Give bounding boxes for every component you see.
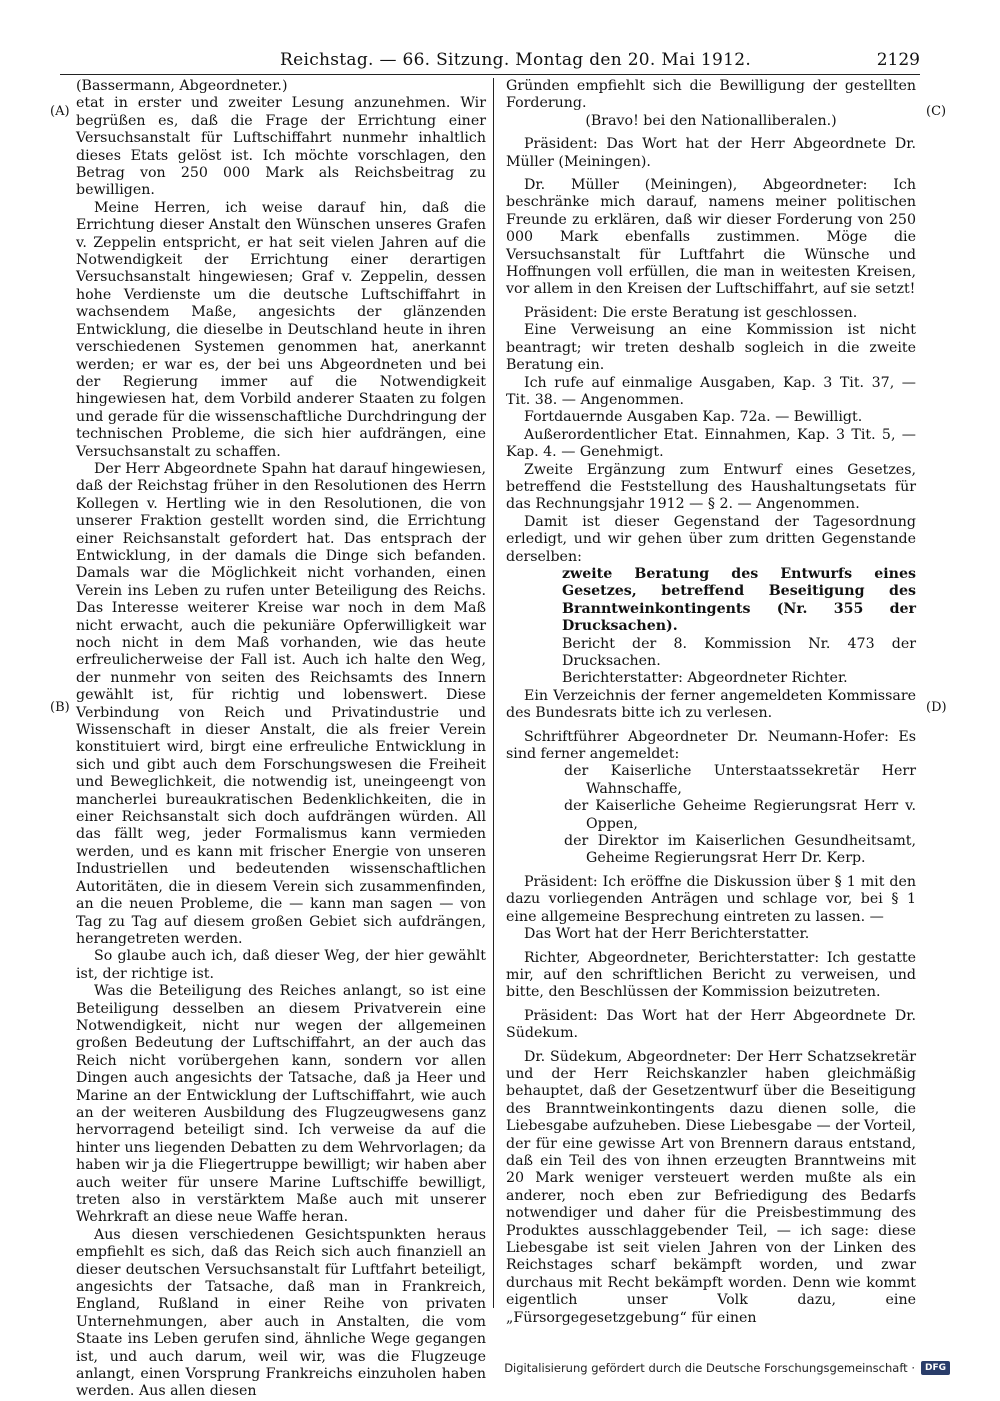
paragraph: Zweite Ergänzung zum Entwurf eines Gesetzes, betreffend die Feststellung des Haushaltungsetats für das Rechnungsjahr 1912 — § 2. — Angenommen. — [506, 461, 916, 513]
paragraph: Gründen empfiehlt sich die Bewilligung der gestellten Forderung. — [506, 78, 916, 112]
left-column — [76, 78, 486, 1401]
paragraph: Ich rufe auf einmalige Ausgaben, Kap. 3 Tit. 37, — Tit. 38. — Angenommen. — [506, 374, 916, 408]
page-number: 2129 — [876, 50, 920, 70]
president-statement: Präsident: Das Wort hat der Herr Abgeordnete Dr. Müller (Meiningen). — [506, 136, 916, 170]
margin-marker-b: (B) — [50, 700, 70, 715]
president-statement: Präsident: Das Wort hat der Herr Abgeordnete Dr. Südekum. — [506, 1007, 916, 1042]
paragraph: Was die Beteiligung des Reiches anlangt, so ist eine Beteiligung desselben an diesem Privatverein eine Notwendigkeit, nicht nur wegen der allgemeinen großen Bedeutung der Luftschiffahrt, an der auch das Reich nicht vorübergehen kann, sondern vor allen Dingen auch angesichts der Tatsache, daß ja Heer und Marine an der Entwicklung der Luftschiffahrt, wie auch an der weiteren Ausbildung des Flugzeugwesens ganz hervorragend beteiligt sind. Ich verweise da auf die hinter uns liegenden Debatten zu dem Wehrvorlagen; da haben wir ja die Fliegertruppe bewilligt; wir haben aber auch weiter für unsere Marine Luftschiffe bewilligt, treten also in verstärktem Maße auch mit unserer Wehrkraft an diese neue Waffe heran. — [76, 983, 486, 1226]
applause-note: (Bravo! bei den Nationalliberalen.) — [585, 112, 837, 129]
paragraph: Damit ist dieser Gegenstand der Tagesordnung erledigt, und wir gehen über zum dritten Gegenstande derselben: — [506, 513, 916, 565]
paragraph: Ein Verzeichnis der ferner angemeldeten Kommissare des Bundesrats bitte ich zu verlesen. — [506, 687, 916, 722]
footer-text: Digitalisierung gefördert durch die Deutsche Forschungsgemeinschaft · — [504, 1361, 915, 1375]
commissioner-list-item: der Kaiserliche Geheime Regierungsrat Herr v. Oppen, — [564, 798, 916, 832]
column-divider — [493, 78, 494, 1308]
speaker-reference: (Bassermann, Abgeordneter.) — [76, 78, 288, 94]
margin-marker-a: (A) — [50, 104, 70, 119]
margin-marker-c: (C) — [926, 104, 947, 119]
paragraph: Fortdauernde Ausgaben Kap. 72a. — Bewilligt. — [524, 409, 863, 426]
header-title: Reichstag. — 66. Sitzung. Montag den 20. Mai 1912. — [280, 50, 752, 70]
header-rule — [60, 74, 920, 75]
margin-marker-d: (D) — [926, 700, 947, 715]
paragraph: Der Herr Abgeordnete Spahn hat darauf hingewiesen, daß der Reichstag früher in den Resolutionen des Herrn Kollegen v. Hertling wie in den Resolutionen, die von unserer Fraktion gestellt worden sind, die Errichtung einer Reichsanstalt gefordert hat. Das entsprach der Entwicklung, in der damals die Dinge sich befanden. Damals war die Möglichkeit nicht vorhanden, einen Verein ins Leben zu rufen unter Beteiligung des Reichs. Das Interesse weiterer Kreise war noch in dem Maß nicht erwacht, auch die pekuniäre Opferwilligkeit war noch nicht in dem Maß vorhanden, wie das heute erfreulicherweise der Fall ist. Auch ich halte den Weg, der nunmehr von seiten des Reichsamts des Innern gewählt ist, für richtig und lobenswert. Diese Verbindung von Reich und Privatindustrie und Wissenschaft in dieser Anstalt, die als freier Verein konstituiert wird, birgt eine erfreuliche Entwicklung in sich und gibt auch dem Forschungswesen die Freiheit und Beweglichkeit, die notwendig ist, uneingeengt von mancherlei bureaukratischen Bedenklichkeiten, die in einer Reichsanstalt sich doch aufdrängen würden. All das fällt weg, jeder Formalismus kann vermieden werden, und es kann mit frischer Energie von unseren Industriellen und bedeutenden wissenschaftlichen Autoritäten, die in diesem Verein sich zusammenfinden, an die neuen Probleme, die — kann man sagen — von Tag zu Tag auf diesem großen Gebiet sich aufdrängen, herangetreten werden. — [76, 460, 486, 947]
president-statement: Präsident: Ich eröffne die Diskussion über § 1 mit den dazu vorliegenden Anträgen und schlage vor, bei § 1 eine allgemeine Besprechung eintreten zu lassen. — — [506, 873, 916, 925]
page-header — [60, 50, 920, 74]
commissioner-list-item: der Kaiserliche Unterstaatssekretär Herr Wahnschaffe, — [564, 763, 916, 797]
right-column — [506, 78, 916, 1327]
paragraph: Außerordentlicher Etat. Einnahmen, Kap. 3 Tit. 5, — Kap. 4. — Genehmigt. — [506, 426, 916, 461]
paragraph: Meine Herren, ich weise darauf hin, daß die Errichtung dieser Anstalt den Wünschen unseres Grafen v. Zeppelin entspricht, er hat seit vielen Jahren auf die Notwendigkeit der Errichtung einer derartigen Versuchsanstalt hingewiesen; Graf v. Zeppelin, dessen hohe Verdienste um die deutsche Luftschiffahrt in wachsendem Maße, angesichts der glänzenden Entwicklung, die dieselbe in Deutschland heute in ihren verschiedenen Systemen genommen hat, anerkannt werden; er war es, der bei uns Abgeordneten und bei der Regierung immer auf die Notwendigkeit hingewiesen hat, dem Vorbild anderer Staaten zu folgen und gerade für die wissenschaftliche Durchdringung der technischen Probleme, die sich hier aufdrängen, eine Versuchsanstalt zu schaffen. — [76, 199, 486, 460]
paragraph: Eine Verweisung an eine Kommission ist nicht beantragt; wir treten deshalb sogleich in die zweite Beratung ein. — [506, 322, 916, 374]
president-statement: Präsident: Die erste Beratung ist geschlossen. — [524, 304, 858, 321]
paragraph: Das Wort hat der Herr Berichterstatter. — [524, 926, 810, 943]
page-footer — [504, 1361, 950, 1375]
speech-mueller: Dr. Müller (Meiningen), Abgeordneter: Ich beschränke mich darauf, namens meiner politischen Freunde zu erklären, daß wir dieser Forderung von 250 000 Mark ebenfalls zustimmen. Möge die Versuchsanstalt für Luftfahrt die Wünsche und Hoffnungen voll erfüllen, die man in weitesten Kreisen, vor allem in den Kreisen der Luftschiffahrt, auf sie setzt! — [506, 177, 916, 298]
dfg-logo-icon: DFG — [921, 1361, 950, 1375]
paragraph: etat in erster und zweiter Lesung anzunehmen. Wir begrüßen es, daß die Frage der Errichtung einer Versuchsanstalt für Luftschiffahrt nunmehr inhaltlich dieses Etats gelöst ist. Ich möchte vorschlagen, den Betrag von 250 000 Mark als Reichsbeitrag zu bewilligen. — [76, 95, 486, 199]
agenda-rapporteur: Berichterstatter: Abgeordneter Richter. — [562, 670, 848, 687]
commissioner-list-item: der Direktor im Kaiserlichen Gesundheitsamt, Geheime Regierungsrat Herr Dr. Kerp. — [564, 833, 916, 867]
paragraph: So glaube auch ich, daß dieser Weg, der hier gewählt ist, der richtige ist. — [76, 948, 486, 982]
paragraph: Aus diesen verschiedenen Gesichtspunkten heraus empfiehlt es sich, daß das Reich sich auch finanziell an dieser deutschen Versuchsanstalt für Luftfahrt beteiligt, angesichts der Tatsache, daß man in Frankreich, England, Rußland in einer Reihe von privaten Unternehmungen, aber auch in Anstalten, die vom Staate ins Leben gerufen sind, ähnliche Wege gegangen ist, und auch darum, weil wir, was die Flugzeuge anlangt, einen Vorsprung Frankreichs einzuholen haben werden. Aus allen diesen — [76, 1226, 486, 1400]
speech-suedekum: Dr. Südekum, Abgeordneter: Der Herr Schatzsekretär und der Herr Reichskanzler haben gleichmäßig behauptet, daß der Gesetzentwurf über die Beseitigung des Branntweinkontingents dazu dienen solle, die Liebesgabe aufzuheben. Diese Liebesgabe — der Vorteil, der für eine gewisse Art von Brennern daraus entstand, daß ein Teil des von ihnen erzeugten Branntweins mit 20 Mark weniger versteuert werden mußte als ein anderer, noch eben zur Befriedigung des Bedarfs notwendiger und daher für die Preisbestimmung des Produktes ausschlaggebender Teil, — ich sage: diese Liebesgabe ist seit vielen Jahren von der Linken des Reichstages scharf bekämpft worden, und zwar durchaus mit Recht bekämpft worden. Denn wie kommt eigentlich unser Volk dazu, eine „Fürsorgegesetzgebung“ für einen — [506, 1048, 916, 1326]
secretary-statement: Schriftführer Abgeordneter Dr. Neumann-Hofer: Es sind ferner angemeldet: — [506, 728, 916, 763]
agenda-report: Bericht der 8. Kommission Nr. 473 der Drucksachen. — [562, 635, 916, 669]
speech-richter: Richter, Abgeordneter, Berichterstatter: Ich gestatte mir, auf den schriftlichen Bericht zu verweisen, und bitte, den Beschlüssen der Kommission beizutreten. — [506, 949, 916, 1001]
agenda-item: zweite Beratung des Entwurfs eines Gesetzes, betreffend Beseitigung des Branntweinkontingents (Nr. 355 der Drucksachen). — [562, 565, 916, 635]
